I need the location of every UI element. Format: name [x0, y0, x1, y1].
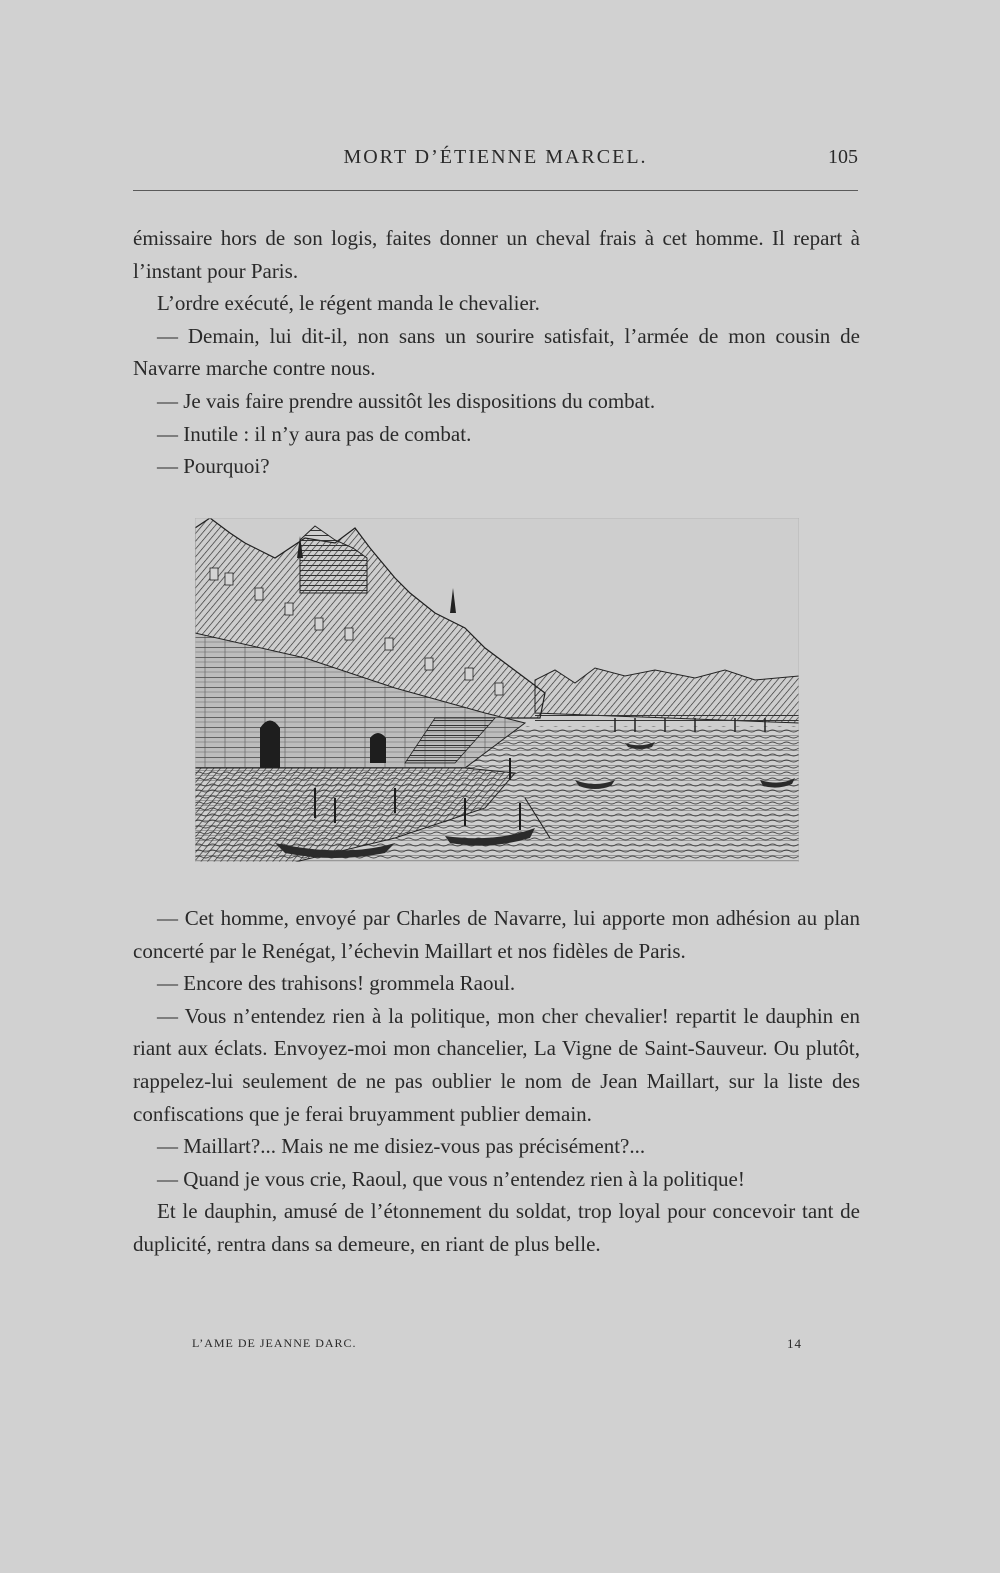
paragraph: — Cet homme, envoyé par Charles de Navarre, lui apporte mon adhésion au plan concerté par le Renégat, l’échevin Maillart et nos fidèles de Paris. [133, 906, 860, 963]
paragraph: émissaire hors de son logis, faites donner un cheval frais à cet homme. Il repart à l’instant pour Paris. [133, 226, 860, 283]
book-signature: L’AME DE JEANNE DARC. [192, 1336, 357, 1350]
header-rule [133, 190, 858, 191]
text-block-top [133, 222, 860, 483]
chapter-title: MORT D’ÉTIENNE MARCEL. [343, 146, 648, 168]
paragraph: — Quand je vous crie, Raoul, que vous n’entendez rien à la politique! [157, 1166, 745, 1191]
sheet-number: 14 [787, 1336, 802, 1351]
page-number: 105 [828, 146, 858, 168]
paragraph: Et le dauphin, amusé de l’étonnement du soldat, trop loyal pour concevoir tant de duplicité, rentra dans sa demeure, en riant de plus belle. [133, 1199, 860, 1256]
engraving-illustration [195, 518, 799, 862]
text-block-bottom [133, 902, 860, 1261]
paragraph: — Vous n’entendez rien à la politique, mon cher chevalier! repartit le dauphin en riant aux éclats. Envoyez-moi mon chancelier, La Vigne de Saint-Sauveur. Ou plutôt, rappelez-lui seulement de ne pas oublier le nom de Jean Maillart, sur la liste des confiscations que je ferai bruyamment publier demain. [133, 1003, 860, 1126]
paragraph: — Inutile : il n’y aura pas de combat. [157, 421, 472, 446]
paragraph: — Je vais faire prendre aussitôt les dispositions du combat. [157, 388, 656, 413]
paragraph: L’ordre exécuté, le régent manda le chevalier. [157, 291, 540, 316]
paragraph: — Demain, lui dit-il, non sans un sourire satisfait, l’armée de mon cousin de Navarre marche contre nous. [133, 323, 860, 381]
running-head [133, 146, 858, 174]
paragraph: — Encore des trahisons! grommela Raoul. [157, 971, 516, 996]
paragraph: — Maillart?... Mais ne me disiez-vous pas précisément?... [157, 1134, 646, 1159]
paragraph: — Pourquoi? [157, 454, 270, 479]
